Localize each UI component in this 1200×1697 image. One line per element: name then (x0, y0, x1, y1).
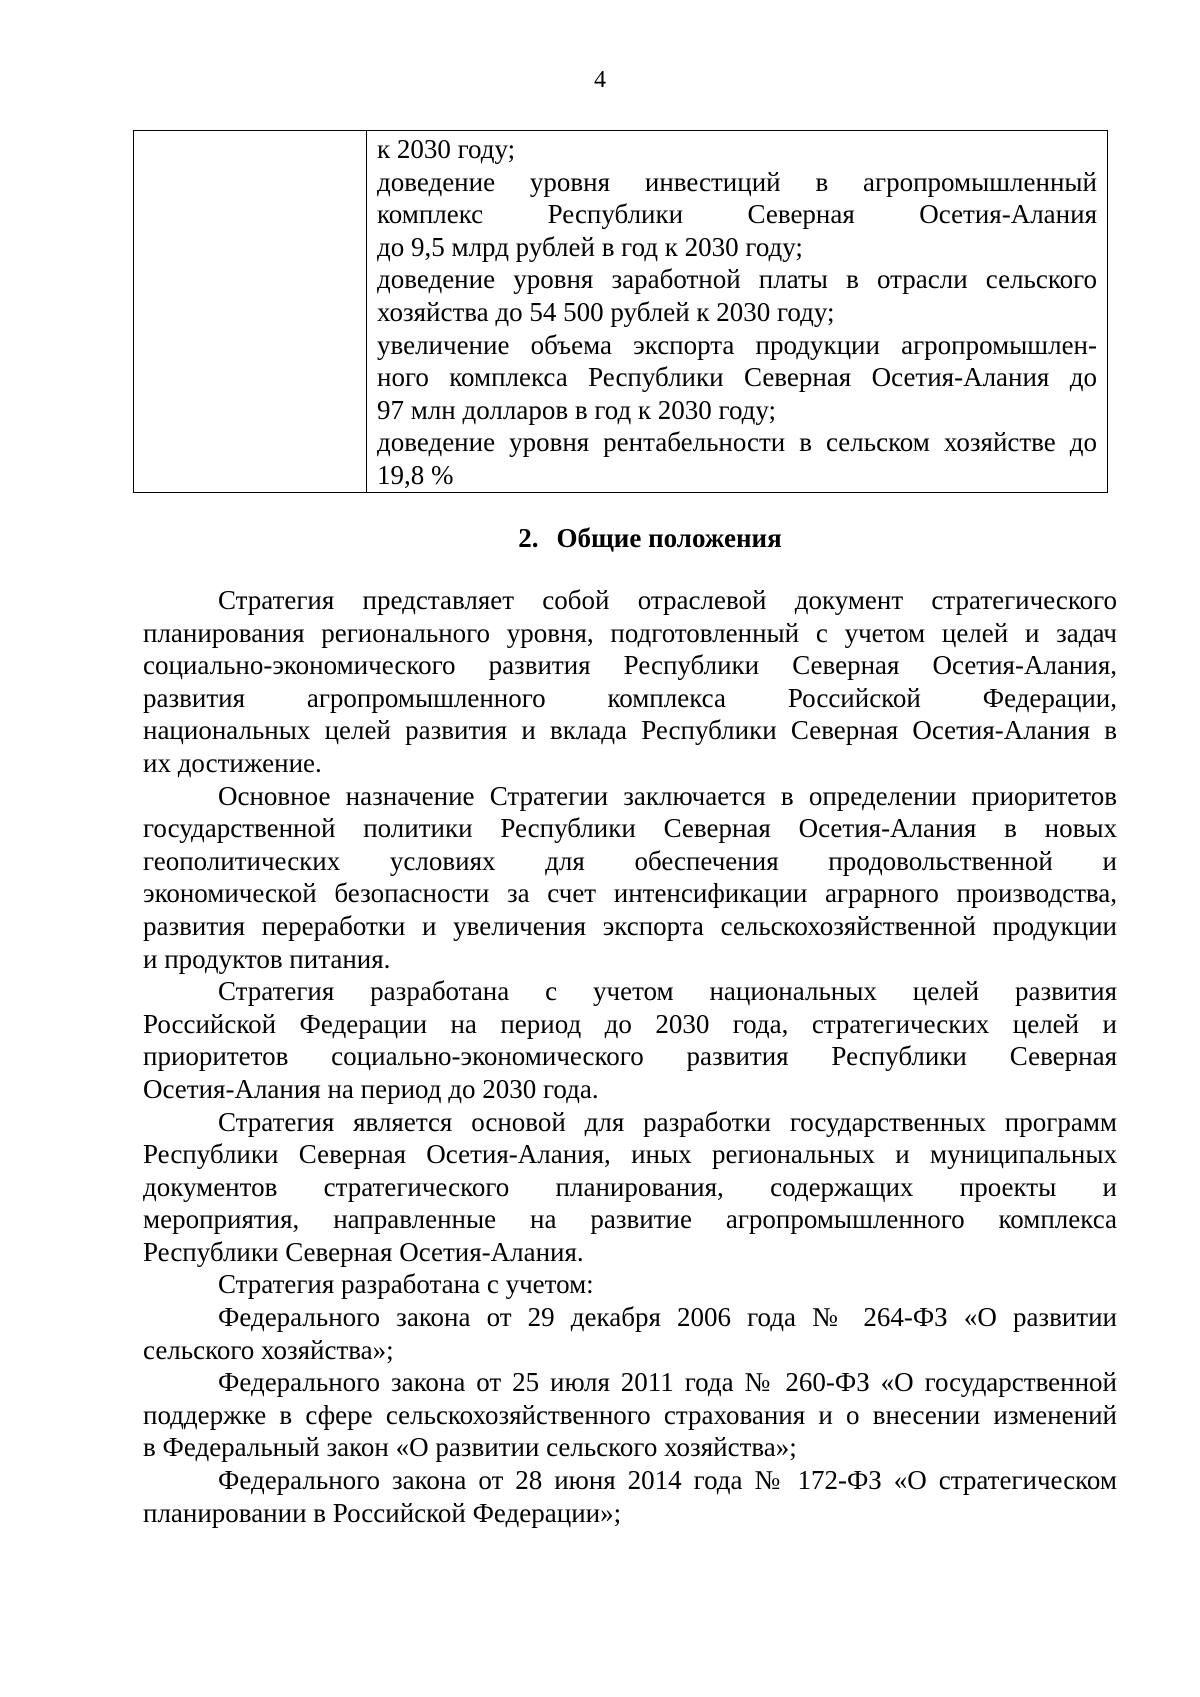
paragraph-line: Федерального закона от 28 июня 2014 года № 172-ФЗ «О стратегическом (218, 1465, 1117, 1496)
table-cell-line: ного комплекса Республики Северная Осетия-Алания до (377, 362, 1097, 393)
paragraph-line: Федерального закона от 25 июля 2011 года № 260-ФЗ «О государственной (218, 1367, 1117, 1398)
paragraph-line: планировании в Российской Федерации»; (143, 1497, 622, 1528)
page-number: 4 (594, 67, 606, 93)
paragraph-line: Республики Северная Осетия-Алания. (143, 1236, 584, 1267)
table-cell-line: к 2030 году; (377, 134, 516, 164)
paragraph-line: Стратегия является основой для разработки государственных программ (218, 1106, 1117, 1137)
paragraph-line: поддержке в сфере сельскохозяйственного страхования и о внесении изменений (143, 1399, 1117, 1430)
table-cell-line: комплекс Республики Северная Осетия-Алания (377, 199, 1097, 230)
paragraph-line: планирования регионального уровня, подготовленный с учетом целей и задач (143, 617, 1117, 648)
paragraph-line: развития переработки и увеличения экспорта сельскохозяйственной продукции (143, 910, 1117, 941)
paragraph-line: и продуктов питания. (143, 943, 391, 974)
table-cell-line: 97 млн долларов в год к 2030 году; (377, 394, 777, 425)
table-left-cell (134, 131, 367, 493)
paragraph-line: государственной политики Республики Северная Осетия-Алания в новых (143, 813, 1117, 844)
table-cell-line: доведение уровня рентабельности в сельском хозяйстве до (377, 427, 1097, 458)
paragraph-line: Стратегия разработана с учетом: (218, 1269, 594, 1300)
table-cell-line: хозяйства до 54 500 рублей к 2030 году; (377, 296, 835, 327)
table-cell-line: доведение уровня заработной платы в отрасли сельского (377, 264, 1097, 295)
table-cell-line: 19,8 % (377, 459, 454, 490)
paragraph-line: Основное назначение Стратегии заключается в определении приоритетов (218, 780, 1117, 811)
paragraph-line: геополитических условиях для обеспечения продовольственной и (143, 845, 1117, 876)
table-cell-line: увеличение объема экспорта продукции агропромышлен- (377, 329, 1097, 360)
paragraph-line: социально-экономического развития Республики Северная Осетия-Алания, (143, 650, 1117, 681)
section-heading (0, 522, 1200, 554)
paragraph-line: Стратегия представляет собой отраслевой документ стратегического (218, 585, 1117, 615)
paragraph-line: Осетия-Алания на период до 2030 года. (143, 1073, 599, 1104)
table-right-cell (367, 131, 1108, 493)
paragraph-line: национальных целей развития и вклада Республики Северная Осетия-Алания в (143, 715, 1117, 746)
paragraph-line: Российской Федерации на период до 2030 года, стратегических целей и (143, 1008, 1117, 1039)
table-cell-line: доведение уровня инвестиций в агропромышленный (377, 166, 1097, 197)
body-text (143, 584, 1117, 1529)
paragraph-line: Стратегия разработана с учетом национальных целей развития (218, 976, 1117, 1007)
table-cell-text (377, 133, 1097, 492)
section-number: 2. (518, 523, 539, 553)
paragraph-line: в Федеральный закон «О развитии сельского хозяйства»; (143, 1432, 797, 1463)
section-title: Общие положения (556, 523, 782, 553)
paragraph-line: Республики Северная Осетия-Алания, иных региональных и муниципальных (143, 1139, 1117, 1170)
targets-table (133, 130, 1108, 493)
paragraph-line: Федерального закона от 29 декабря 2006 года № 264-ФЗ «О развитии (218, 1302, 1117, 1333)
table-row (134, 131, 1108, 493)
paragraph-line: приоритетов социально-экономического развития Республики Северная (143, 1041, 1117, 1072)
paragraph-line: экономической безопасности за счет интенсификации аграрного производства, (143, 878, 1117, 909)
paragraph-line: развития агропромышленного комплекса Российской Федерации, (143, 682, 1117, 713)
paragraph-line: мероприятия, направленные на развитие агропромышленного комплекса (143, 1204, 1117, 1235)
table-cell-line: до 9,5 млрд рублей в год к 2030 году; (377, 231, 803, 262)
paragraph-line: документов стратегического планирования, содержащих проекты и (143, 1171, 1117, 1202)
paragraph-line: их достижение. (143, 747, 322, 778)
paragraph-line: сельского хозяйства»; (143, 1334, 394, 1365)
